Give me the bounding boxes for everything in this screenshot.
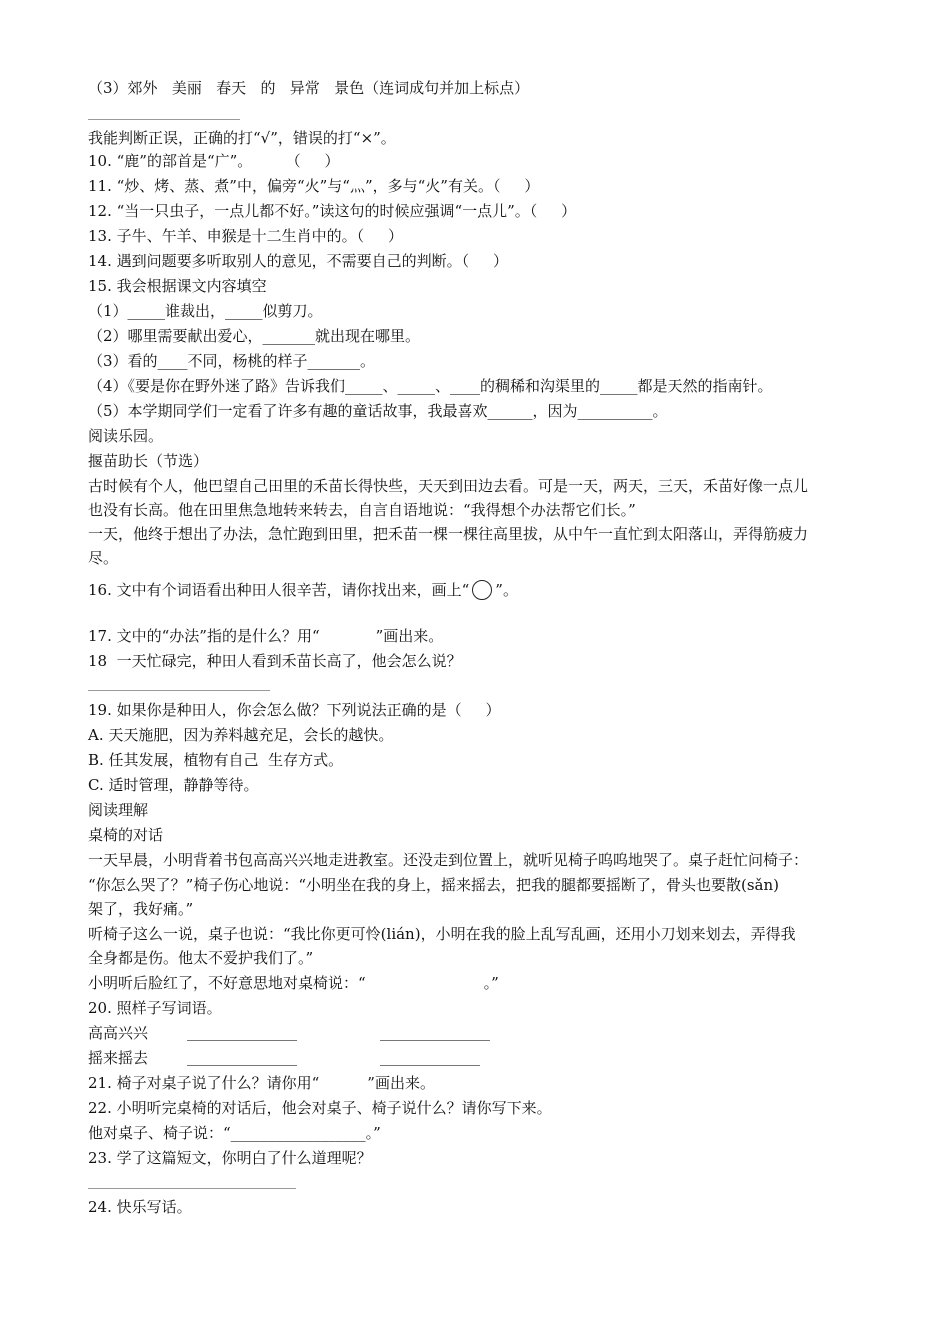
story-2-paragraph-1c: 架了，我好痛。” [88, 900, 194, 918]
question-16-close: ”。 [495, 581, 518, 599]
story-2-paragraph-2a: 听椅子这么一说，桌子也说：“我比你更可怜(lián)，小明在我的脸上乱写乱画，还用小刀划来划去，弄得我 [88, 925, 796, 943]
question-19-option-b: B. 任其发展，植物有自己 生存方式。 [88, 751, 344, 769]
question-15-5: （5）本学期同学们一定看了许多有趣的童话故事，我最喜欢______，因为__________。 [88, 402, 668, 420]
question-15-3: （3）看的____不同，杨桃的样子_______。 [88, 352, 376, 370]
story-1-title: 揠苗助长（节选） [88, 452, 209, 470]
question-19-option-c: C. 适时管理，静静等待。 [88, 776, 259, 794]
story-1-paragraph-1a: 古时候有个人，他巴望自己田里的禾苗长得快些，天天到田边去看。可是一天，两天，三天，禾苗好像一点儿 [88, 477, 809, 495]
story-2-paragraph-2b: 全身都是伤。他太不爱护我们了。” [88, 949, 314, 967]
story-2-paragraph-1a: 一天早晨，小明背着书包高高兴兴地走进教室。还没走到位置上，就听见椅子呜呜地哭了。桌子赶忙问椅子： [88, 851, 809, 869]
question-14: 14. 遇到问题要多听取别人的意见，不需要自己的判断。（ ） [88, 252, 508, 270]
question-21-close: ”画出来。 [367, 1074, 435, 1092]
question-15-4: （4）《要是你在野外迷了路》告诉我们_____、_____、____的稠稀和沟渠里的_____都是天然的指南针。 [88, 377, 773, 395]
story-1-paragraph-2b: 尽。 [88, 549, 119, 567]
story-2-title: 桌椅的对话 [88, 826, 164, 844]
question-18: 18 一天忙碌完，种田人看到禾苗长高了，他会怎么说？ [88, 652, 462, 670]
question-13: 13. 子牛、午羊、申猴是十二生肖中的。（ ） [88, 227, 403, 245]
question-17 [88, 626, 443, 646]
question-10: 10. “鹿”的部首是“广”。 （ ） [88, 152, 340, 170]
word-blank-4[interactable] [380, 1065, 480, 1066]
question-17-text: 17. 文中的“办法”指的是什么？用“ [88, 627, 320, 645]
question-20-example-2: 摇来摇去 [88, 1049, 149, 1067]
question-20: 20. 照样子写词语。 [88, 999, 222, 1017]
question-15-1: （1）_____谁裁出，_____似剪刀。 [88, 302, 323, 320]
question-23: 23. 学了这篇短文，你明白了什么道理呢？ [88, 1149, 372, 1167]
question-19-option-a: A. 天天施肥，因为养料越充足，会长的越快。 [88, 726, 394, 744]
section-reading-1: 阅读乐园。 [88, 427, 164, 445]
circle-icon [472, 580, 492, 600]
question-12: 12. “当一只虫子，一点儿都不好。”读这句的时候应强调“一点儿”。（ ） [88, 202, 577, 220]
story-2-paragraph-1b: “你怎么哭了？”椅子伤心地说：“小明坐在我的身上，摇来摇去，把我的腿都要摇断了，骨头也要散(sǎn) [88, 876, 780, 894]
question-21-text: 21. 椅子对桌子说了什么？请你用“ [88, 1074, 320, 1092]
story-2-paragraph-3-text: 小明听后脸红了，不好意思地对桌椅说：“ [88, 974, 366, 992]
question-15-2: （2）哪里需要献出爱心，_______就出现在哪里。 [88, 327, 421, 345]
question-3-reorder: （3）郊外 美丽 春天 的 异常 景色（连词成句并加上标点） [88, 79, 530, 97]
answer-line[interactable] [88, 690, 270, 691]
question-20-example-1: 高高兴兴 [88, 1024, 149, 1042]
section-judge-header: 我能判断正误，正确的打“√”，错误的打“×”。 [88, 129, 396, 147]
question-11: 11. “炒、烤、蒸、煮”中，偏旁“火”与“灬”，多与“火”有关。（ ） [88, 177, 540, 195]
question-16-text: 16. 文中有个词语看出种田人很辛苦，请你找出来，画上“ [88, 581, 470, 599]
section-reading-2: 阅读理解 [88, 801, 149, 819]
word-blank-3[interactable] [187, 1065, 297, 1066]
question-19: 19. 如果你是种田人，你会怎么做？下列说法正确的是（ ） [88, 701, 501, 719]
question-24: 24. 快乐写话。 [88, 1198, 192, 1216]
question-15: 15. 我会根据课文内容填空 [88, 277, 267, 295]
question-21 [88, 1073, 435, 1093]
story-2-paragraph-3 [88, 973, 499, 993]
answer-line[interactable] [88, 1188, 296, 1189]
word-blank-1[interactable] [187, 1040, 297, 1041]
word-blank-2[interactable] [380, 1040, 490, 1041]
story-1-paragraph-1b: 也没有长高。他在田里焦急地转来转去，自言自语地说：“我得想个办法帮它们长。” [88, 501, 636, 519]
question-17-close: ”画出来。 [375, 627, 444, 645]
question-22-answer-line: 他对桌子、椅子说：“__________________。” [88, 1124, 381, 1142]
story-1-paragraph-2a: 一天，他终于想出了办法，急忙跑到田里，把禾苗一棵一棵往高里拔，从中午一直忙到太阳落山，弄得筋疲力 [88, 525, 809, 543]
answer-line[interactable] [88, 119, 240, 120]
question-16 [88, 580, 518, 600]
story-2-paragraph-3-close: 。” [483, 974, 499, 992]
question-22: 22. 小明听完桌椅的对话后，他会对桌子、椅子说什么？请你写下来。 [88, 1099, 552, 1117]
